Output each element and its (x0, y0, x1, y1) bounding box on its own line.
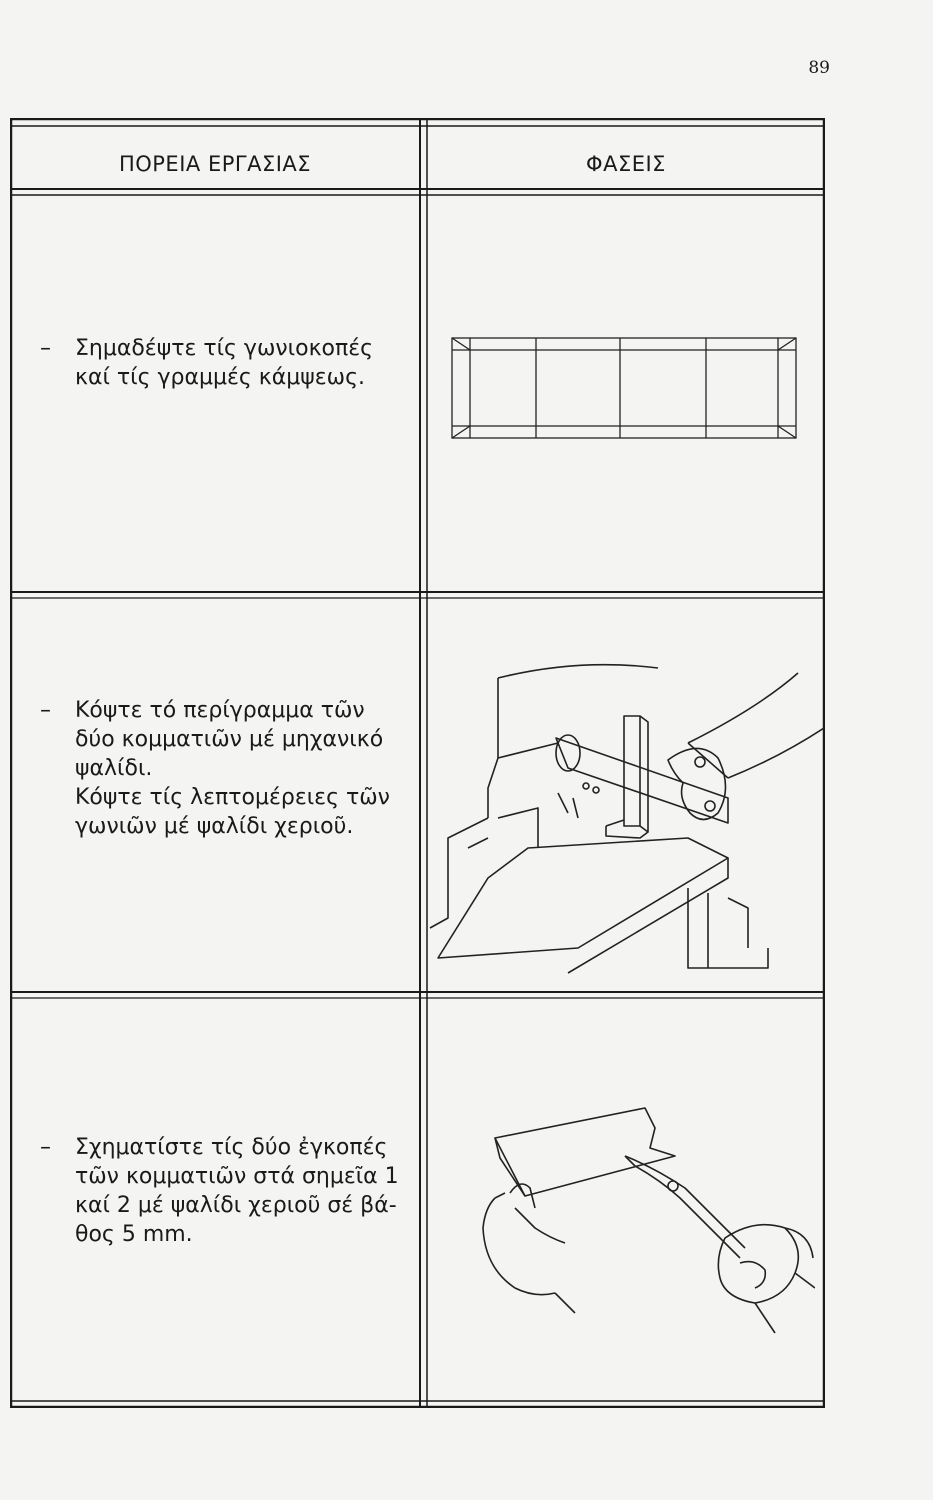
marked-sheet-drawing (440, 328, 800, 448)
step-dash: – (40, 1135, 51, 1160)
step-3-text (40, 1133, 420, 1249)
procedure-table (10, 118, 825, 1408)
step-dash: – (40, 698, 51, 723)
step-line: Σχηματίστε τίς δύο ἐγκοπές (75, 1135, 388, 1160)
header-procedure: ΠΟΡΕΙΑ ΕΡΓΑΣΙΑΣ (118, 152, 312, 176)
hand-snips-drawing (455, 1098, 815, 1348)
step-line: θος 5 mm. (75, 1222, 193, 1247)
step-2-text (40, 696, 420, 841)
step-line: καί τίς γραμμές κάμψεως. (75, 365, 365, 390)
step-line: δύο κομματιῶν μέ μηχανικό (75, 727, 384, 752)
step-line: γωνιῶν μέ ψαλίδι χεριοῦ. (75, 814, 354, 839)
step-line: Σημαδέψτε τίς γωνιοκοπές (75, 336, 374, 361)
step-line: Κόψτε τίς λεπτομέρειες τῶν (75, 785, 390, 810)
machine-shear-drawing (428, 648, 824, 992)
step-line: καί 2 μέ ψαλίδι χεριοῦ σέ βά- (75, 1193, 397, 1218)
page-number: 89 (808, 58, 830, 78)
step-line: τῶν κομματιῶν στά σημεῖα 1 (75, 1164, 399, 1189)
step-line: Κόψτε τό περίγραμμα τῶν (75, 698, 365, 723)
step-1-text (40, 334, 420, 392)
step-line: ψαλίδι. (75, 756, 153, 781)
step-dash: – (40, 336, 51, 361)
header-phases: ΦΑΣΕΙΣ (586, 152, 666, 176)
